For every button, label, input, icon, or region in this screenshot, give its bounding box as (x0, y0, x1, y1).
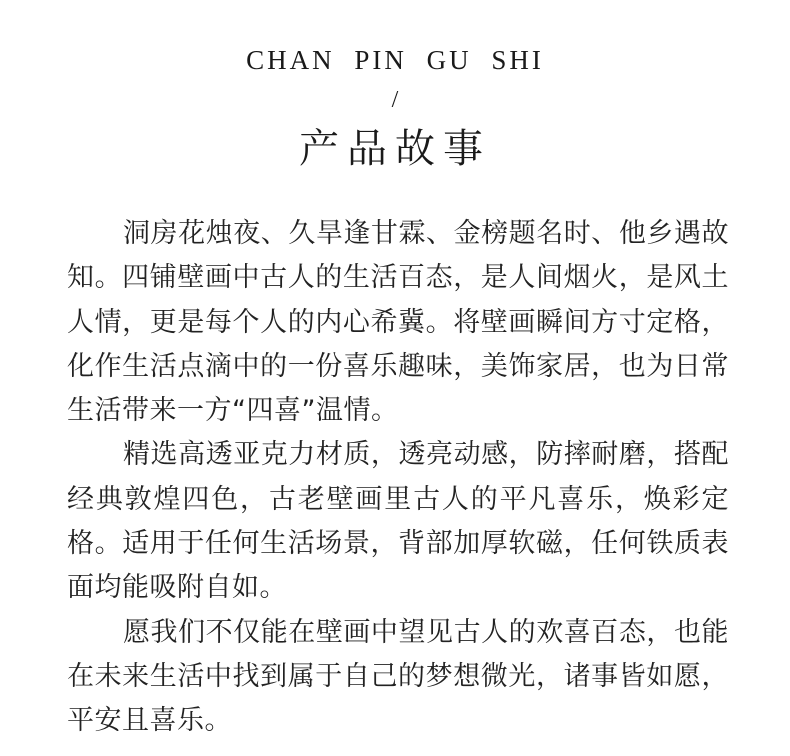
story-body (67, 212, 729, 744)
story-paragraph-1: 洞房花烛夜、久旱逢甘霖、金榜题名时、他乡遇故知。四铺壁画中古人的生活百态，是人间烟火，是风土人情，更是每个人的内心希冀。将壁画瞬间方寸定格，化作生活点滴中的一份喜乐趣味，美饰家居，也为日常生活带来一方“四喜”温情。 (67, 218, 729, 427)
pinyin-title: CHAN PIN GU SHI (246, 45, 544, 75)
page-title: 产品故事 (299, 126, 491, 172)
story-paragraph-2: 精选高透亚克力材质，透亮动感，防摔耐磨，搭配经典敦煌四色，古老壁画里古人的平凡喜乐，焕彩定格。适用于任何生活场景，背部加厚软磁，任何铁质表面均能吸附自如。 (67, 439, 729, 604)
story-paragraph-3: 愿我们不仅能在壁画中望见古人的欢喜百态，也能在未来生活中找到属于自己的梦想微光，诸事皆如愿，平安且喜乐。 (67, 616, 729, 737)
title-divider: / (391, 87, 399, 113)
